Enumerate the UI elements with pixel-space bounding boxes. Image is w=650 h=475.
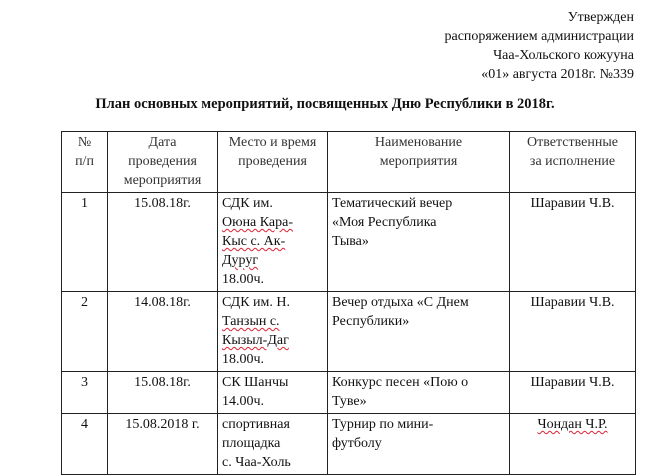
cell-place: СДК им. Оюна Кара- Кыс с. Ак- Дуруг 18.00ч. bbox=[218, 193, 328, 292]
table-row bbox=[62, 372, 636, 414]
cell-place: СК Шанчы 14.00ч. bbox=[218, 372, 328, 414]
approval-line: Утвержден bbox=[567, 10, 634, 25]
cell-resp: Шаравии Ч.В. bbox=[510, 372, 636, 414]
cell-name: Турнир по мини- футболу bbox=[328, 414, 510, 475]
cell-name: Конкурс песен «Пою о Туве» bbox=[328, 372, 510, 414]
cell-name: Тематический вечер «Моя Республика Тыва» bbox=[328, 193, 510, 292]
approval-block bbox=[445, 8, 635, 84]
cell-place: СДК им. Н. Танзын с. Кызыл-Даг 18.00ч. bbox=[218, 292, 328, 372]
cell-num: 2 bbox=[62, 292, 108, 372]
cell-num: 1 bbox=[62, 193, 108, 292]
table-row bbox=[62, 292, 636, 372]
document-title: План основных мероприятий, посвященных Дню Республики в 2018г. bbox=[95, 96, 555, 112]
header-resp: Ответственные за исполнение bbox=[510, 132, 636, 193]
table-row bbox=[62, 414, 636, 475]
table-header-row bbox=[62, 132, 636, 193]
approval-line: «01» августа 2018г. №339 bbox=[481, 67, 634, 82]
table-row bbox=[62, 193, 636, 292]
cell-date: 15.08.2018 г. bbox=[108, 414, 218, 475]
cell-place: спортивная площадка с. Чаа-Холь bbox=[218, 414, 328, 475]
cell-date: 15.08.18г. bbox=[108, 193, 218, 292]
cell-resp: Чондан Ч.Р. bbox=[510, 414, 636, 475]
header-name: Наименование мероприятия bbox=[328, 132, 510, 193]
cell-num: 4 bbox=[62, 414, 108, 475]
cell-resp: Шаравии Ч.В. bbox=[510, 193, 636, 292]
cell-name: Вечер отдыха «С Днем Республики» bbox=[328, 292, 510, 372]
cell-resp: Шаравии Ч.В. bbox=[510, 292, 636, 372]
cell-date: 14.08.18г. bbox=[108, 292, 218, 372]
header-num: № п/п bbox=[62, 132, 108, 193]
cell-num: 3 bbox=[62, 372, 108, 414]
approval-line: Чаа-Хольского кожууна bbox=[493, 48, 634, 63]
header-place: Место и время проведения bbox=[218, 132, 328, 193]
events-table bbox=[61, 131, 636, 475]
header-date: Дата проведения мероприятия bbox=[108, 132, 218, 193]
cell-date: 15.08.18г. bbox=[108, 372, 218, 414]
approval-line: распоряжением администрации bbox=[444, 29, 634, 44]
